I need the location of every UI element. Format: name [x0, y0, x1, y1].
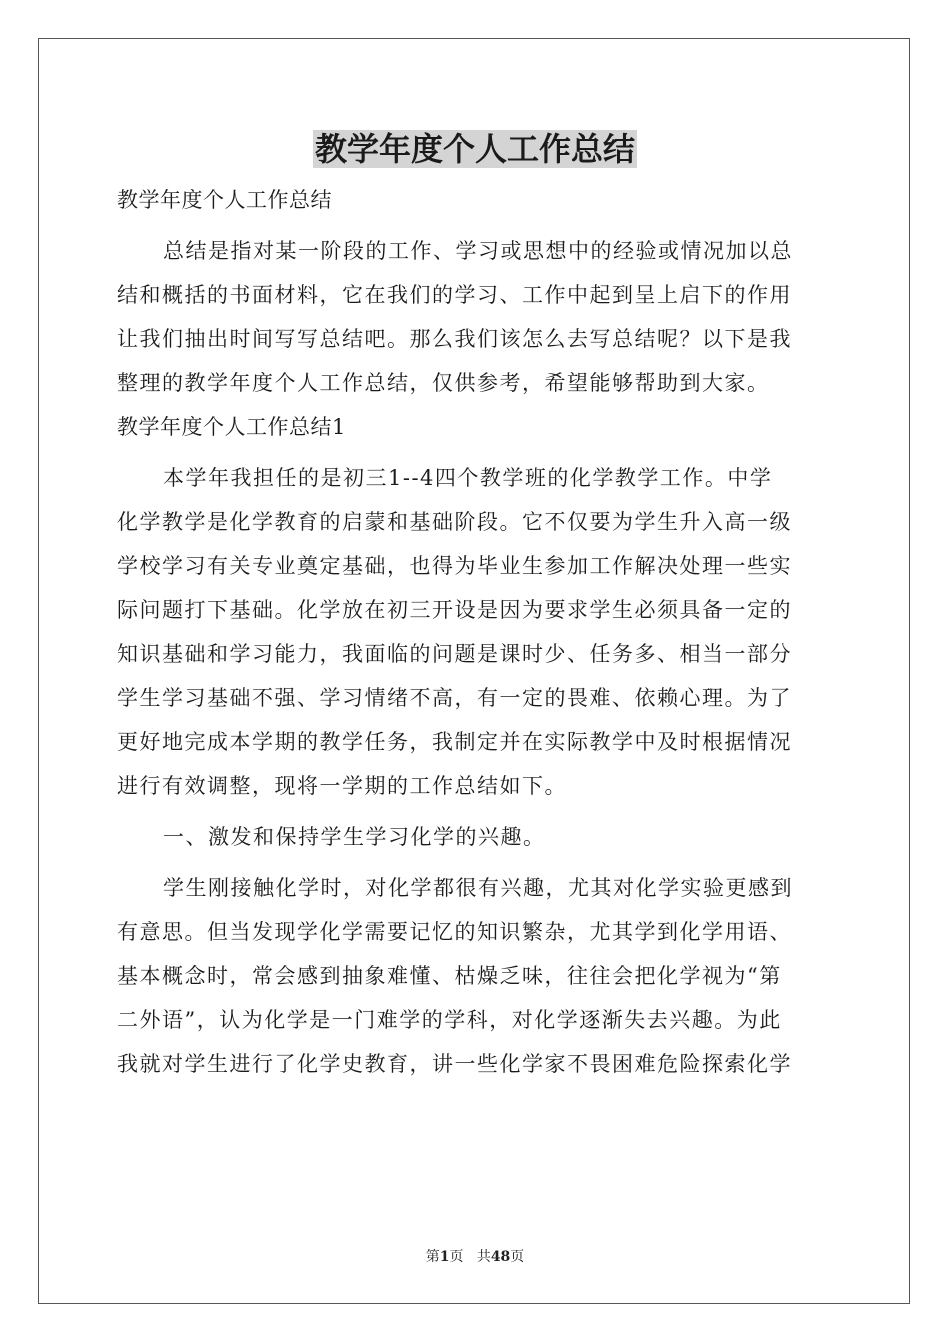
paragraph-line: 本学年我担任的是初三1--4四个教学班的化学教学工作。中学 — [163, 466, 773, 490]
paragraph-line: 让我们抽出时间写写总结吧。那么我们该怎么去写总结呢？以下是我 — [117, 327, 792, 351]
paragraph-line: 学生刚接触化学时，对化学都很有兴趣，尤其对化学实验更感到 — [163, 876, 793, 900]
footer-total-pages: 48 — [490, 1249, 511, 1265]
footer-total-suffix: 页 — [510, 1249, 525, 1265]
paragraph-line: 基本概念时，常会感到抽象难懂、枯燥乏味，往往会把化学视为“第 — [117, 964, 782, 988]
section-heading: 教学年度个人工作总结 — [117, 188, 332, 212]
footer-page-word: 页 — [449, 1249, 464, 1265]
document-title — [0, 126, 950, 172]
paragraph-line: 结和概括的书面材料，它在我们的学习、工作中起到呈上启下的作用 — [117, 283, 792, 307]
page-footer — [0, 1246, 950, 1266]
paragraph-line: 有意思。但当发现学化学需要记忆的知识繁杂，尤其学到化学用语、 — [117, 920, 792, 944]
paragraph-line: 知识基础和学习能力，我面临的问题是课时少、任务多、相当一部分 — [117, 642, 792, 666]
paragraph-line: 二外语”，认为化学是一门难学的学科，对化学逐渐失去兴趣。为此 — [117, 1008, 782, 1032]
section-heading: 教学年度个人工作总结1 — [117, 415, 346, 439]
footer-total-prefix: 共 — [476, 1249, 491, 1265]
document-body — [117, 178, 833, 1086]
paragraph-line: 更好地完成本学期的教学任务，我制定并在实际教学中及时根据情况 — [117, 730, 792, 754]
paragraph-line: 整理的教学年度个人工作总结，仅供参考，希望能够帮助到大家。 — [117, 371, 770, 395]
footer-prefix: 第 — [425, 1249, 440, 1265]
paragraph-line: 际问题打下基础。化学放在初三开设是因为要求学生必须具备一定的 — [117, 598, 792, 622]
footer-current-page: 1 — [439, 1249, 450, 1265]
paragraph-line: 一、激发和保持学生学习化学的兴趣。 — [163, 825, 546, 849]
paragraph-line: 进行有效调整，现将一学期的工作总结如下。 — [117, 774, 567, 798]
paragraph-line: 学校学习有关专业奠定基础，也得为毕业生参加工作解决处理一些实 — [117, 554, 792, 578]
paragraph-line: 总结是指对某一阶段的工作、学习或思想中的经验或情况加以总 — [163, 239, 793, 263]
document-title-text: 教学年度个人工作总结 — [314, 130, 635, 168]
paragraph-line: 学生学习基础不强、学习情绪不高，有一定的畏难、依赖心理。为了 — [117, 686, 792, 710]
paragraph-line: 我就对学生进行了化学史教育，讲一些化学家不畏困难危险探索化学 — [117, 1052, 792, 1076]
paragraph-line: 化学教学是化学教育的启蒙和基础阶段。它不仅要为学生升入高一级 — [117, 510, 792, 534]
